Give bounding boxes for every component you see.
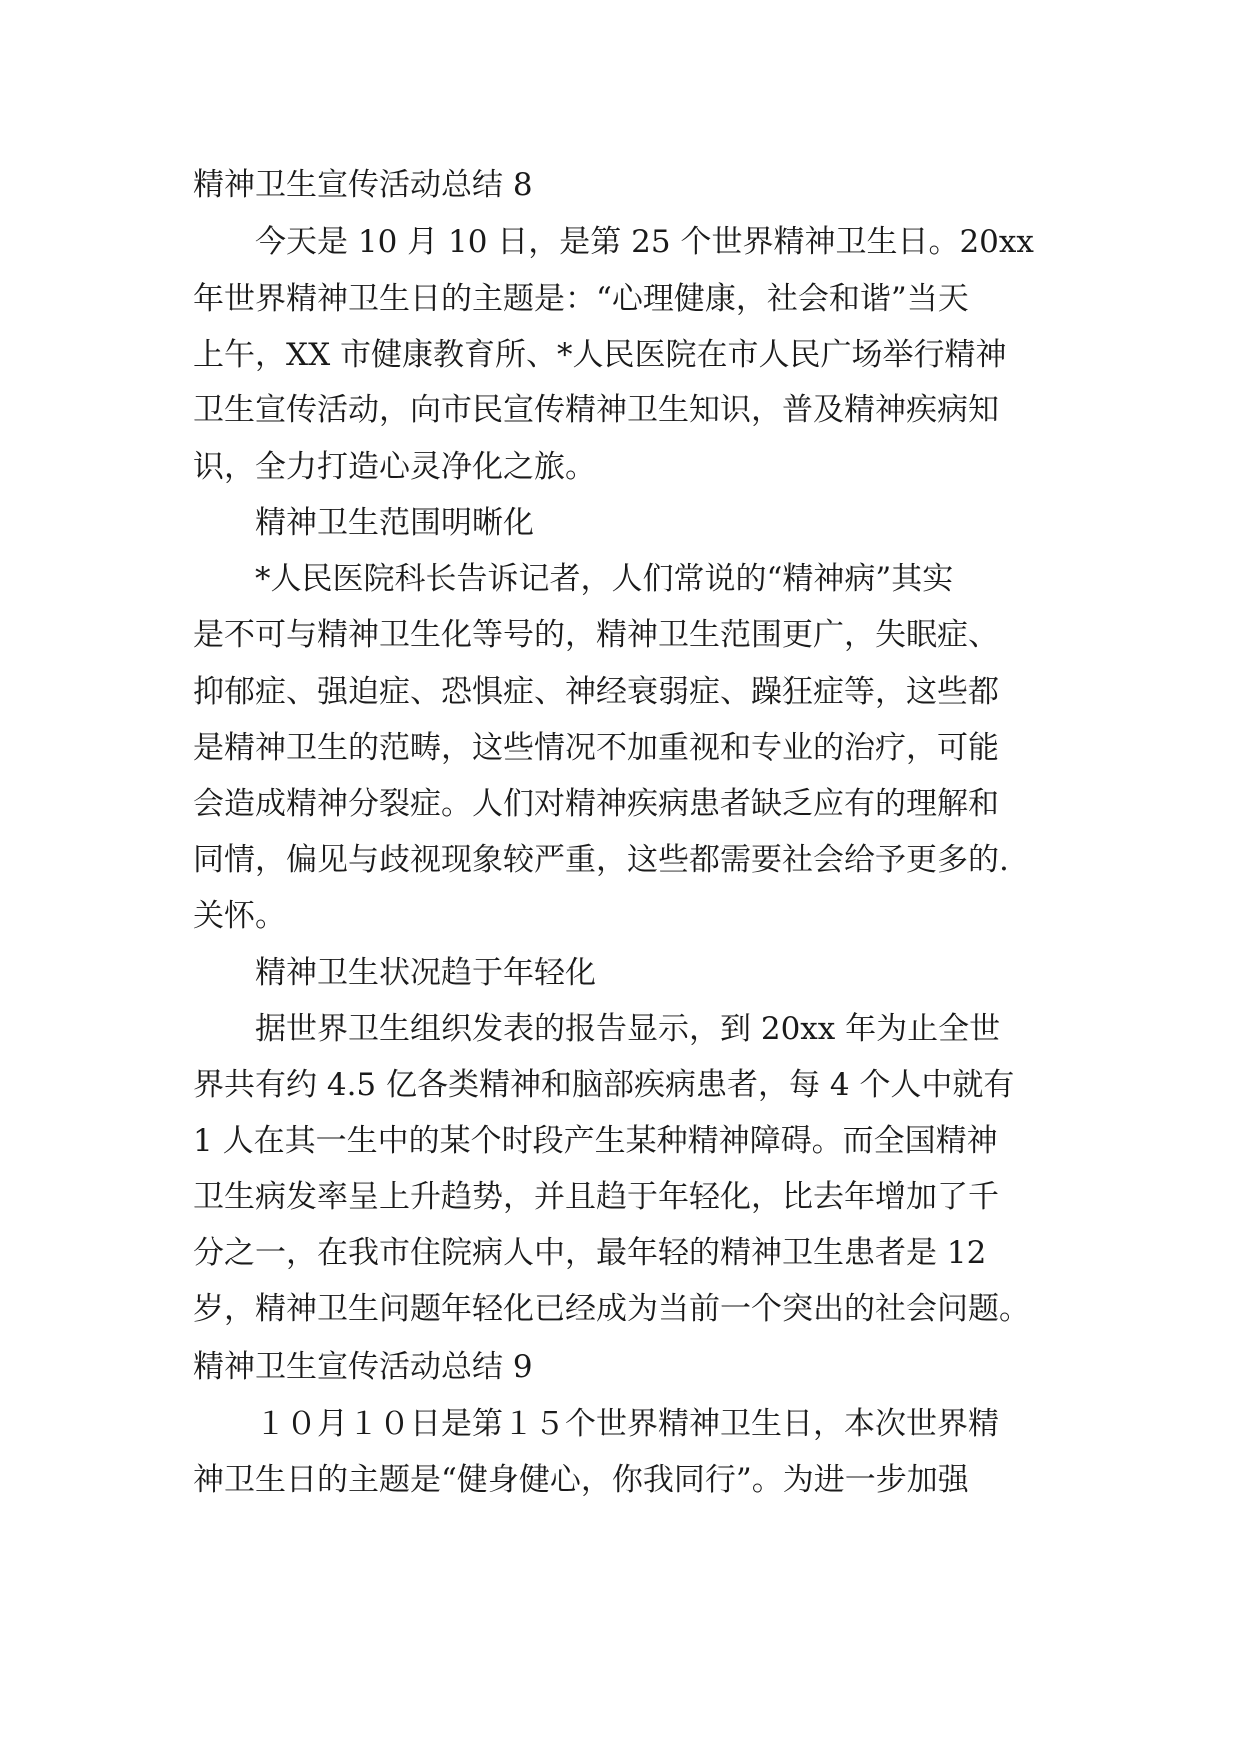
subheading: 精神卫生状况趋于年轻化 xyxy=(255,955,596,991)
paragraph-line: 是精神卫生的范畴，这些情况不加重视和专业的治疗，可能 xyxy=(193,730,999,766)
section-heading-8: 精神卫生宣传活动总结 8 xyxy=(193,167,533,203)
paragraph-line: 抑郁症、强迫症、恐惧症、神经衰弱症、躁狂症等，这些都 xyxy=(193,674,999,710)
paragraph-line: 识，全力打造心灵净化之旅。 xyxy=(193,449,596,485)
section-heading-9: 精神卫生宣传活动总结 9 xyxy=(193,1349,533,1385)
paragraph-line: 年世界精神卫生日的主题是：“心理健康，社会和谐”当天 xyxy=(193,281,969,317)
paragraph-line: 界共有约 4.5 亿各类精神和脑部疾病患者，每 4 个人中就有 xyxy=(193,1067,1015,1103)
paragraph-line: 关怀。 xyxy=(193,898,286,934)
paragraph-line: 会造成精神分裂症。人们对精神疾病患者缺乏应有的理解和 xyxy=(193,786,999,822)
paragraph-line: *人民医院科长告诉记者，人们常说的“精神病”其实 xyxy=(255,561,954,597)
paragraph-line: 分之一，在我市住院病人中，最年轻的精神卫生患者是 12 xyxy=(193,1235,987,1271)
paragraph-line: 卫生宣传活动，向市民宣传精神卫生知识，普及精神疾病知 xyxy=(193,392,999,428)
paragraph-line: 神卫生日的主题是“健身健心，你我同行”。为进一步加强 xyxy=(193,1462,969,1498)
paragraph-line: 今天是 10 月 10 日，是第 25 个世界精神卫生日。20xx xyxy=(255,224,1034,260)
paragraph-line: １０月１０日是第１５个世界精神卫生日，本次世界精 xyxy=(255,1406,999,1442)
paragraph-line: 据世界卫生组织发表的报告显示，到 20xx 年为止全世 xyxy=(255,1011,1001,1047)
paragraph-line: 同情，偏见与歧视现象较严重，这些都需要社会给予更多的. xyxy=(193,842,1009,878)
subheading: 精神卫生范围明晰化 xyxy=(255,505,534,541)
paragraph-line: 是不可与精神卫生化等号的，精神卫生范围更广，失眠症、 xyxy=(193,617,999,653)
paragraph-line: 上午，XX 市健康教育所、*人民医院在市人民广场举行精神 xyxy=(193,337,1007,373)
paragraph-line: 岁，精神卫生问题年轻化已经成为当前一个突出的社会问题。 xyxy=(193,1291,1030,1327)
paragraph-line: 卫生病发率呈上升趋势，并且趋于年轻化，比去年增加了千 xyxy=(193,1179,999,1215)
paragraph-line: 1 人在其一生中的某个时段产生某种精神障碍。而全国精神 xyxy=(193,1123,998,1159)
